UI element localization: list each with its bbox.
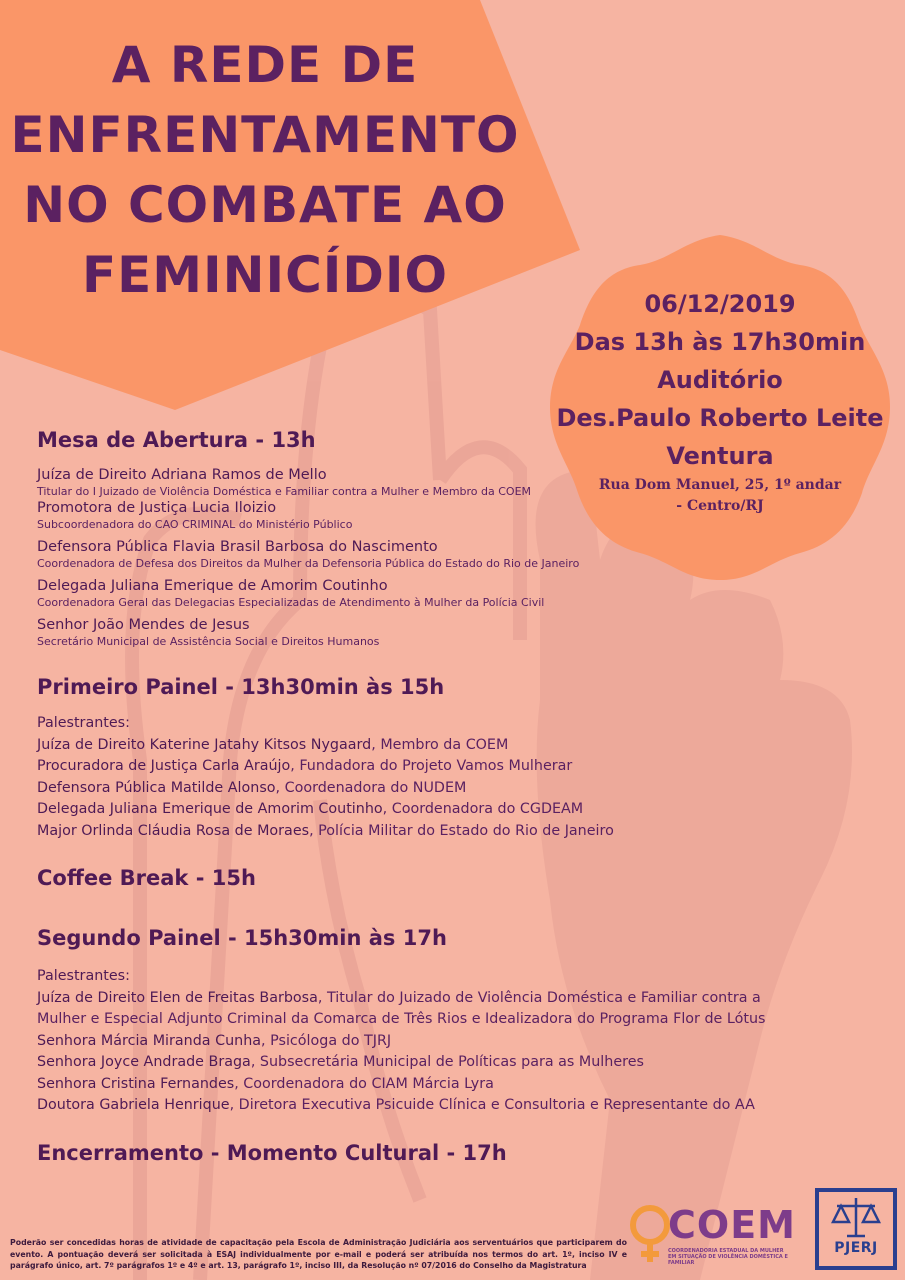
speaker-desc: , Diretora Executiva Psicuide Clínica e Consultoria e Representante do AA bbox=[229, 1097, 755, 1113]
speaker-name: Juíza de Direito Katerine Jatahy Kitsos Nygaard bbox=[37, 736, 372, 753]
speaker-desc: , Coordenadora do NUDEM bbox=[275, 779, 467, 796]
speaker-name: Defensora Pública Matilde Alonso bbox=[37, 779, 276, 796]
member-name: Juíza de Direito Adriana Ramos de Mello bbox=[37, 467, 327, 483]
member-role: Coordenadora Geral das Delegacias Especializadas de Atendimento à Mulher da Polícia Civil bbox=[37, 596, 545, 609]
painel2-title: Segundo Painel - 15h30min às 17h bbox=[37, 926, 447, 950]
speaker-name: Senhora Joyce Andrade Braga bbox=[37, 1054, 251, 1070]
encerramento-title: Encerramento - Momento Cultural - 17h bbox=[37, 1140, 507, 1165]
speaker-name: Doutora Gabriela Henrique bbox=[37, 1097, 230, 1113]
speaker-line bbox=[37, 778, 837, 800]
mesa-member bbox=[37, 466, 837, 499]
title-line: FEMINICÍDIO bbox=[81, 246, 449, 304]
speaker-line bbox=[37, 799, 837, 821]
speaker-desc: , Fundadora do Projeto Vamos Mulherar bbox=[290, 758, 573, 774]
event-venue-line: Des.Paulo Roberto Leite bbox=[556, 404, 884, 432]
speaker-line bbox=[37, 1074, 837, 1096]
speaker-name: Delegada Juliana Emerique de Amorim Coutinho bbox=[37, 801, 383, 817]
event-address: Rua Dom Manuel, 25, 1º andar bbox=[598, 477, 842, 493]
title-line: A REDE DE bbox=[111, 36, 419, 94]
speaker-line bbox=[37, 821, 837, 843]
pjerj-logo bbox=[815, 1188, 897, 1270]
mesa-member bbox=[37, 616, 837, 649]
speaker-line bbox=[37, 1095, 837, 1117]
event-time: Das 13h às 17h30min bbox=[574, 328, 866, 356]
speaker-line bbox=[37, 735, 837, 757]
speaker-desc: , Coordenadora do CGDEAM bbox=[382, 801, 584, 817]
speaker-name: Juíza de Direito Elen de Freitas Barbosa bbox=[37, 989, 318, 1006]
speaker-line bbox=[37, 756, 837, 778]
mesa-member bbox=[37, 538, 837, 571]
mesa-member bbox=[37, 577, 837, 610]
speakers-label: Palestrantes: bbox=[37, 968, 130, 984]
member-role: Subcoordenadora do CAO CRIMINAL do Ministério Público bbox=[37, 518, 353, 531]
title-line: ENFRENTAMENTO bbox=[10, 106, 520, 164]
speaker-desc-continued: Mulher e Especial Adjunto Criminal da Comarca de Três Rios e Idealizadora do Programa Flor de Lótus bbox=[37, 1011, 766, 1027]
event-address: - Centro/RJ bbox=[676, 498, 764, 514]
speaker-line bbox=[37, 1052, 837, 1074]
mesa-title: Mesa de Abertura - 13h bbox=[37, 428, 316, 452]
speaker-desc: , Membro da COEM bbox=[371, 736, 509, 753]
member-name: Delegada Juliana Emerique de Amorim Coutinho bbox=[37, 578, 388, 594]
member-name: Senhor João Mendes de Jesus bbox=[37, 617, 250, 633]
speaker-name: Senhora Márcia Miranda Cunha bbox=[37, 1032, 262, 1049]
member-role: Secretário Municipal de Assistência Social e Direitos Humanos bbox=[37, 635, 380, 648]
speaker-desc: , Titular do Juizado de Violência Doméstica e Familiar contra a bbox=[317, 989, 761, 1006]
coffee-break-title: Coffee Break - 15h bbox=[37, 866, 256, 890]
event-venue-line: Auditório bbox=[657, 366, 783, 394]
speaker-name: Major Orlinda Cláudia Rosa de Moraes bbox=[37, 822, 310, 839]
speaker-line bbox=[37, 988, 837, 1010]
member-name: Defensora Pública Flavia Brasil Barbosa do Nascimento bbox=[37, 539, 438, 555]
speaker-desc: , Subsecretária Municipal de Políticas para as Mulheres bbox=[250, 1054, 644, 1070]
speaker-desc: , Coordenadora do CIAM Márcia Lyra bbox=[234, 1075, 494, 1092]
coem-logo-text: COEM bbox=[668, 1203, 796, 1247]
coem-logo-subtitle: COORDENADORIA ESTADUAL DA MULHER EM SITUAÇÃO DE VIOLÊNCIA DOMÉSTICA E FAMILIAR bbox=[668, 1248, 788, 1266]
speaker-name: Procuradora de Justiça Carla Araújo bbox=[37, 758, 291, 774]
painel1-title: Primeiro Painel - 13h30min às 15h bbox=[37, 675, 445, 699]
speaker-desc: , Psicóloga do TJRJ bbox=[261, 1032, 392, 1049]
footer-note: Poderão ser concedidas horas de atividade de capacitação pela Escola de Administração Judiciária aos serventuários que participarem do evento. A pontuação deverá ser solicitada à ESAJ individualmente por e-mail e poderá ser atribuída nos termos do art. 1º, inciso IV e parágrafo único, art. 7º parágrafos 1º e 4º e art. 13, parágrafo 1º, inciso III, da Resolução nº 07/2016 do Conselho da Magistratura bbox=[10, 1238, 627, 1270]
pjerj-logo-text: PJERJ bbox=[834, 1240, 878, 1256]
mesa-member bbox=[37, 499, 837, 532]
event-venue-line: Ventura bbox=[666, 442, 774, 470]
title-line: NO COMBATE AO bbox=[23, 176, 507, 234]
scales-of-justice-icon bbox=[831, 1196, 881, 1238]
speaker-name: Senhora Cristina Fernandes bbox=[37, 1075, 235, 1092]
event-title bbox=[0, 30, 530, 310]
member-role: Coordenadora de Defesa dos Direitos da Mulher da Defensoria Pública do Estado do Rio de Janeiro bbox=[37, 557, 580, 570]
speakers-label: Palestrantes: bbox=[37, 715, 130, 731]
speaker-line bbox=[37, 1031, 837, 1053]
event-date: 06/12/2019 bbox=[644, 290, 796, 318]
member-role: Titular do I Juizado de Violência Doméstica e Familiar contra a Mulher e Membro da COEM bbox=[37, 485, 532, 498]
event-program bbox=[37, 428, 837, 1165]
speaker-desc: , Polícia Militar do Estado do Rio de Janeiro bbox=[309, 822, 614, 839]
member-name: Promotora de Justiça Lucia Iloizio bbox=[37, 500, 277, 516]
